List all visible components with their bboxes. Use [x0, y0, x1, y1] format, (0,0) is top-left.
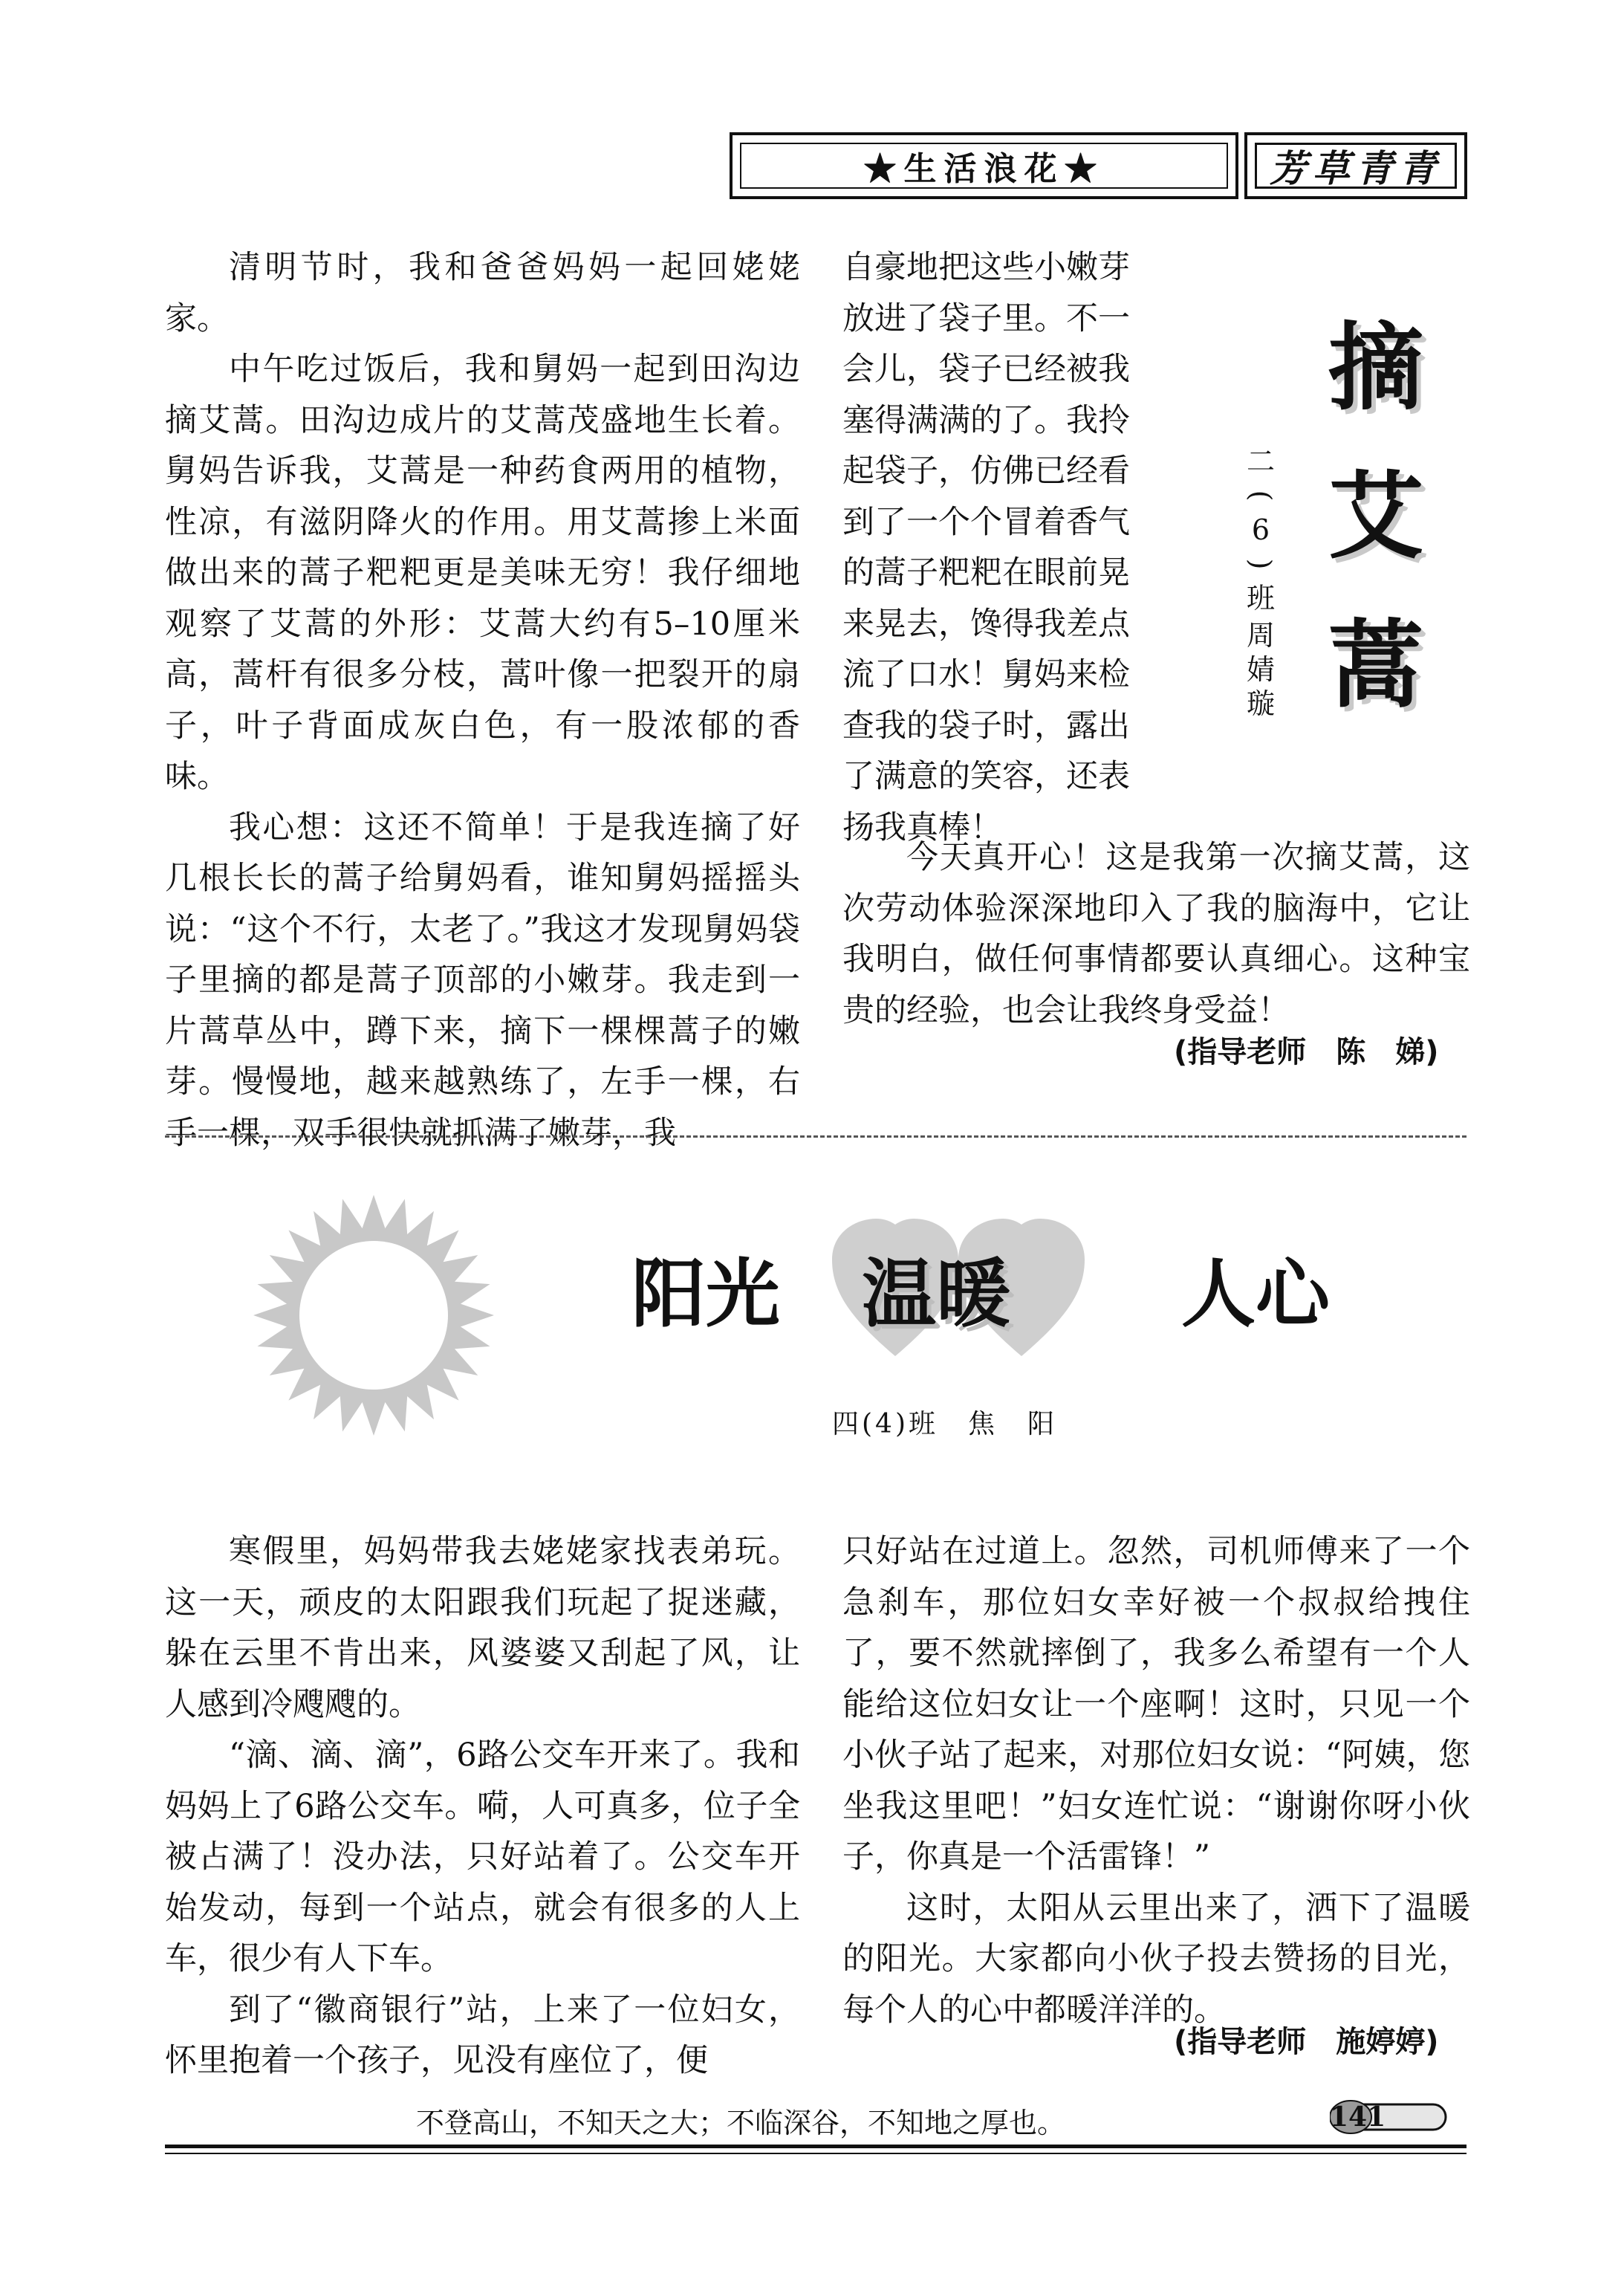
- article2-left-column: [165, 1526, 800, 2087]
- article1-class-label: [1242, 444, 1279, 615]
- class-char: 6: [1251, 513, 1270, 546]
- column-header-box: [1244, 132, 1467, 199]
- article1-title-char-2: 艾: [1328, 461, 1424, 572]
- article1-paragraph: 清明节时，我和爸爸妈妈一起回姥姥家。: [165, 249, 800, 337]
- author-char: 璇: [1246, 687, 1275, 720]
- footer-rule-thin: [165, 2153, 1467, 2154]
- article2-paragraph: 这时，太阳从云里出来了，洒下了温暖的阳光。大家都向小伙子投去赞扬的目光，每个人的心中都暖洋洋的。: [842, 1889, 1470, 2029]
- article1-author: [1242, 618, 1279, 721]
- article2-title-word-3: 人心: [1181, 1251, 1330, 1338]
- article1-line: 查我的袋子时，露出: [842, 707, 1130, 745]
- column-header-title: 芳草青青: [1255, 143, 1457, 189]
- class-char: 二: [1246, 445, 1275, 478]
- page-number: 141: [1330, 2101, 1386, 2133]
- article2-right-column: [842, 1526, 1470, 2035]
- article1-line: 放进了袋子里。不一: [842, 299, 1130, 337]
- article2-paragraph: 到了“徽商银行”站，上来了一位妇女，怀里抱着一个孩子，见没有座位了，便: [165, 1991, 800, 2079]
- sun-icon: [251, 1193, 496, 1438]
- article1-line: 扬我真棒！: [842, 808, 1002, 846]
- article1-title-char-3: 蒿: [1328, 610, 1424, 721]
- article2-teacher: (指导老师 施婷婷): [1174, 2025, 1439, 2059]
- footer-rule-thick: [165, 2145, 1467, 2148]
- article1-line: 起袋子，仿佛已经看: [842, 453, 1130, 490]
- article1-line: 来晃去，馋得我差点: [842, 605, 1130, 643]
- article2-paragraph: 寒假里，妈妈带我去姥姥家找表弟玩。这一天，顽皮的太阳跟我们玩起了捉迷藏，躲在云里不肯出来，风婆婆又刮起了风，让人感到冷飕飕的。: [165, 1533, 800, 1723]
- article1-right-paragraph-block: [842, 832, 1470, 1036]
- class-char: ): [1244, 558, 1277, 570]
- author-char: 婧: [1246, 653, 1275, 686]
- section-header-box: [730, 132, 1238, 199]
- section-header-title: ★生活浪花★: [740, 143, 1228, 189]
- article2-title-word-1: 阳光: [631, 1251, 780, 1338]
- class-char: 班: [1246, 582, 1275, 615]
- article1-teacher: (指导老师 陈 娣): [1174, 1035, 1439, 1069]
- article1-line: 塞得满满的了。我拎: [842, 401, 1130, 439]
- article1-title-char-1: 摘: [1328, 313, 1424, 424]
- footer-quote: 不登高山，不知天之大；不临深谷，不知地之厚也。: [416, 2107, 1066, 2139]
- article2-byline: 四(4)班 焦 阳: [832, 1409, 1057, 1439]
- article1-line: 到了一个个冒着香气: [842, 503, 1130, 541]
- article1-line: 会儿，袋子已经被我: [842, 351, 1130, 388]
- article1-line: 流了口水！舅妈来检: [842, 656, 1130, 693]
- article1-line: 了满意的笑容，还表: [842, 758, 1130, 795]
- article1-right-narrow: [842, 242, 1169, 853]
- article1-closing-paragraph: 今天真开心！这是我第一次摘艾蒿，这次劳动体验深深地印入了我的脑海中，它让我明白，做任何事情都要认真细心。这种宝贵的经验，也会让我终身受益！: [842, 839, 1470, 1029]
- article2-title-word-2: 温暖: [862, 1251, 1010, 1338]
- section-divider: [165, 1135, 1467, 1138]
- article1-line: 自豪地把这些小嫩芽: [842, 249, 1130, 286]
- article1-paragraph: 中午吃过饭后，我和舅妈一起到田沟边摘艾蒿。田沟边成片的艾蒿茂盛地生长着。舅妈告诉我，艾蒿是一种药食两用的植物，性凉，有滋阴降火的作用。用艾蒿掺上米面做出来的蒿子粑粑更是美味无穷！我仔细地观察了艾蒿的外形：艾蒿大约有5–10厘米高，蒿杆有很多分枝，蒿叶像一把裂开的扇子，叶子背面成灰白色，有一股浓郁的香味。: [165, 351, 800, 795]
- class-char: (: [1244, 490, 1277, 502]
- article1-line: 的蒿子粑粑在眼前晃: [842, 554, 1130, 591]
- author-char: 周: [1246, 619, 1275, 652]
- article2-paragraph: 只好站在过道上。忽然，司机师傅来了一个急刹车，那位妇女幸好被一个叔叔给拽住了，要不然就摔倒了，我多么希望有一个人能给这位妇女让一个座啊！这时，只见一个小伙子站了起来，对那位妇女说：“阿姨，您坐我这里吧！”妇女连忙说：“谢谢你呀小伙子，你真是一个活雷锋！”: [842, 1533, 1470, 1876]
- article1-paragraph: 我心想：这还不简单！于是我连摘了好几根长长的蒿子给舅妈看，谁知舅妈摇摇头说：“这个不行，太老了。”我这才发现舅妈袋子里摘的都是蒿子顶部的小嫩芽。我走到一片蒿草丛中，蹲下来，摘下一棵棵蒿子的嫩芽。慢慢地，越来越熟练了，左手一棵，右手一棵，双手很快就抓满了嫩芽，我: [165, 808, 800, 1152]
- article2-paragraph: “滴、滴、滴”，6路公交车开来了。我和妈妈上了6路公交车。嗬，人可真多，位子全被占满了！没办法，只好站着了。公交车开始发动，每到一个站点，就会有很多的人上车，很少有人下车。: [165, 1737, 800, 1977]
- article1-left-column: [165, 242, 800, 1158]
